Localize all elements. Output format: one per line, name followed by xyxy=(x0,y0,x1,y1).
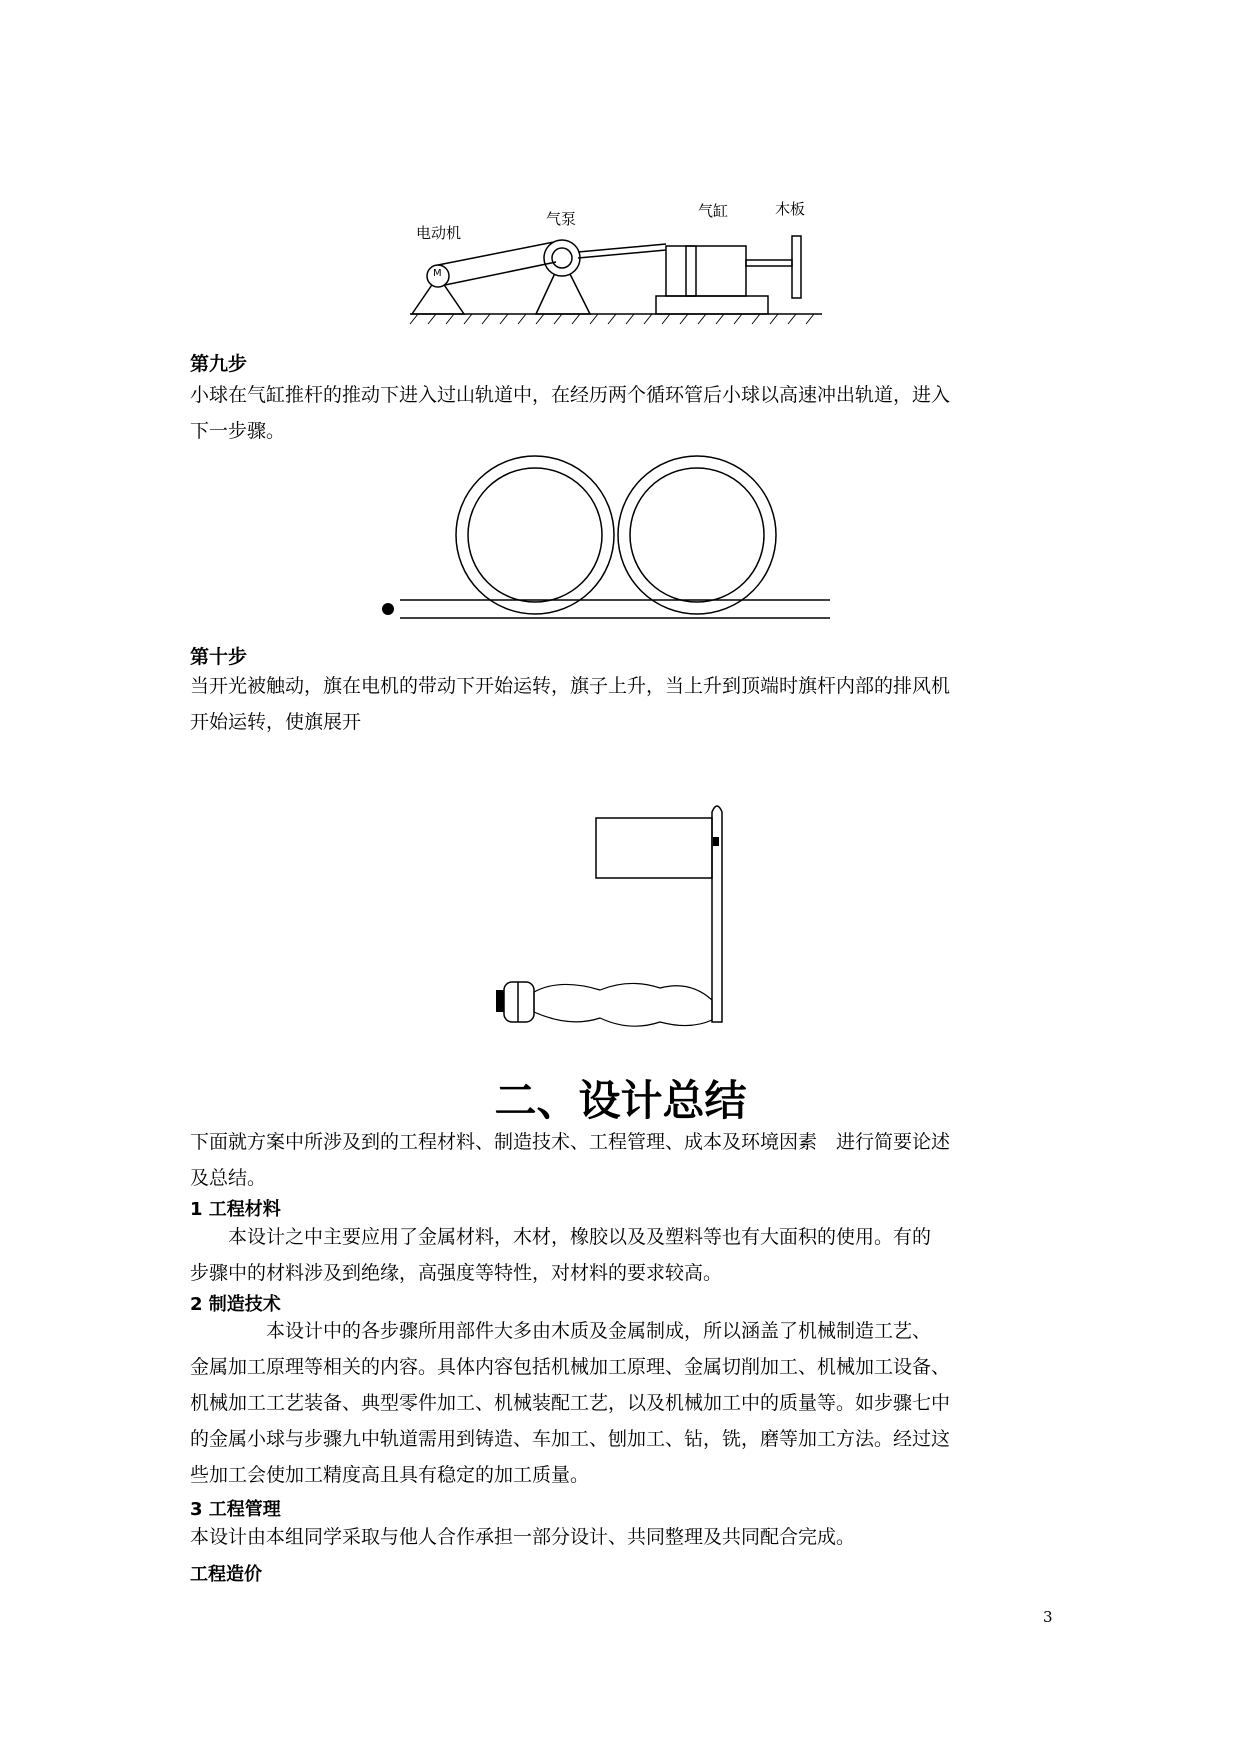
section3-text xyxy=(190,1519,1070,1555)
s2-line1: 本设计中的各步骤所用部件大多由木质及金属制成，所以涵盖了机械制造工艺、 xyxy=(190,1320,932,1342)
section1-text xyxy=(190,1219,1070,1291)
motor-mark: M xyxy=(433,268,442,279)
label-pump: 气泵 xyxy=(546,210,577,228)
intro-line1: 下面就方案中所涉及到的工程材料、制造技术、工程管理、成本及环境因素 进行简要论述 xyxy=(190,1131,951,1153)
label-motor: 电动机 xyxy=(416,224,462,242)
s2-line5: 些加工会使加工精度高且具有稳定的加工质量。 xyxy=(190,1464,590,1486)
step9-line2: 下一步骤。 xyxy=(190,420,286,442)
section1-title: 1 工程材料 xyxy=(190,1199,281,1220)
s1-line1: 本设计之中主要应用了金属材料，木材，橡胶以及及塑料等也有大面积的使用。有的 xyxy=(190,1226,932,1248)
s2-line3: 机械加工工艺装备、典型零件加工、机械装配工艺，以及机械加工中的质量等。如步骤七中 xyxy=(190,1392,951,1414)
intro-line2: 及总结。 xyxy=(190,1167,267,1189)
summary-intro xyxy=(190,1124,1070,1196)
page-title: 二、设计总结 xyxy=(494,1076,747,1125)
s3-line1: 本设计由本组同学采取与他人合作承担一部分设计、共同整理及共同配合完成。 xyxy=(190,1526,856,1548)
step9-line1: 小球在气缸推杆的推动下进入过山轨道中，在经历两个循环管后小球以高速冲出轨道，进入 xyxy=(190,384,951,406)
section2-title: 2 制造技术 xyxy=(190,1294,281,1315)
s2-line4: 的金属小球与步骤九中轨道需用到铸造、车加工、刨加工、钻，铣，磨等加工方法。经过这 xyxy=(190,1428,951,1450)
page-number: 3 xyxy=(1043,1608,1053,1626)
label-cylinder: 气缸 xyxy=(698,202,729,220)
section3-title: 3 工程管理 xyxy=(190,1499,281,1520)
step9-title: 第九步 xyxy=(190,353,248,375)
step10-title: 第十步 xyxy=(190,646,248,668)
section2-text xyxy=(190,1313,1070,1493)
s2-line2: 金属加工原理等相关的内容。具体内容包括机械加工原理、金属切削加工、机械加工设备、 xyxy=(190,1356,951,1378)
step10-line2: 开始运转，使旗展开 xyxy=(190,711,362,733)
s1-line2: 步骤中的材料涉及到绝缘，高强度等特性，对材料的要求较高。 xyxy=(190,1262,723,1284)
label-board: 木板 xyxy=(775,200,806,218)
step10-line1: 当开光被触动，旗在电机的带动下开始运转，旗子上升，当上升到顶端时旗杆内部的排风机 xyxy=(190,675,951,697)
section4-title: 工程造价 xyxy=(190,1564,262,1585)
